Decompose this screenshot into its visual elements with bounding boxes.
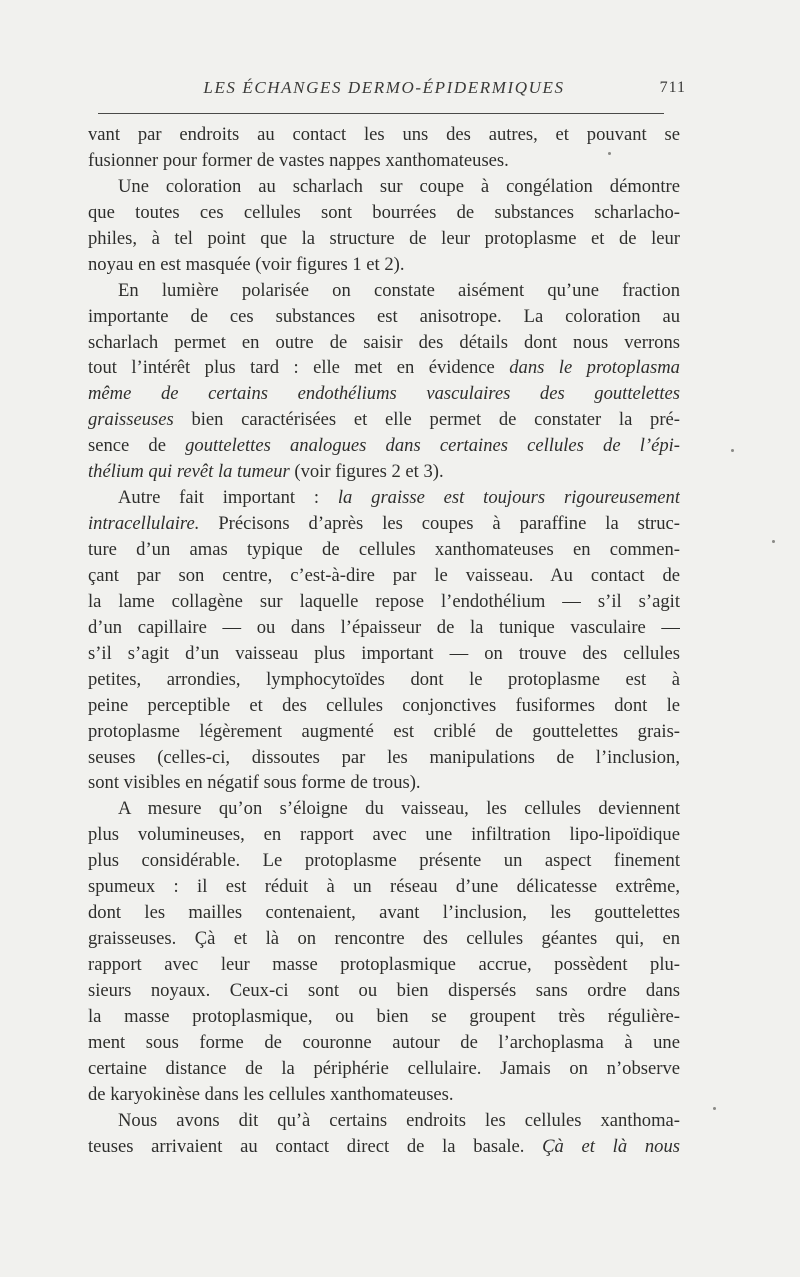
text-run: Nous avons dit qu’à certains endroits les cellules xanthoma- bbox=[118, 1109, 680, 1131]
text-line bbox=[88, 1108, 680, 1134]
text-line bbox=[88, 641, 680, 667]
text-run: noyau en est masquée (voir figures 1 et 2). bbox=[88, 253, 405, 275]
italic-text-run: thélium qui revêt la tumeur bbox=[88, 461, 290, 483]
italic-text-run: graisseuses bbox=[88, 409, 174, 431]
text-run: scharlach permet en outre de saisir des détails dont nous verrons bbox=[88, 331, 680, 353]
text-run: s’il s’agit d’un vaisseau plus important — on trouve des cellules bbox=[88, 642, 680, 664]
text-run: la masse protoplasmique, ou bien se groupent très régulière- bbox=[88, 1005, 680, 1027]
text-run: seuses (celles-ci, dissoutes par les manipulations de l’inclusion, bbox=[88, 746, 680, 768]
italic-text-run: gouttelettes analogues dans certaines cellules de l’épi- bbox=[185, 435, 680, 457]
text-line bbox=[88, 330, 680, 356]
text-run: rapport avec leur masse protoplasmique accrue, possèdent plu- bbox=[88, 954, 680, 975]
text-line bbox=[88, 1030, 680, 1056]
text-run: la lame collagène sur laquelle repose l’endothélium — s’il s’agit bbox=[88, 590, 680, 612]
text-run: tout l’intérêt plus tard : elle met en évidence bbox=[88, 357, 510, 379]
text-run: ture d’un amas typique de cellules xanthomateuses en commen- bbox=[88, 539, 680, 560]
page-number: 711 bbox=[659, 79, 686, 96]
italic-text-run: intracellulaire. bbox=[88, 513, 200, 535]
text-run: que toutes ces cellules sont bourrées de substances scharlacho- bbox=[88, 201, 680, 223]
text-line bbox=[88, 1082, 680, 1108]
running-title: LES ÉCHANGES DERMO-ÉPIDERMIQUES bbox=[203, 78, 565, 97]
text-run: En lumière polarisée on constate aisément qu’une fraction bbox=[118, 279, 680, 301]
text-run: de karyokinèse dans les cellules xanthomateuses. bbox=[88, 1083, 454, 1105]
text-line bbox=[88, 252, 680, 278]
text-run: sont visibles en négatif sous forme de trous). bbox=[88, 772, 421, 794]
text-line bbox=[88, 381, 680, 407]
text-line bbox=[88, 148, 680, 174]
text-line bbox=[88, 226, 680, 252]
text-run: vant par endroits au contact les uns des autres, et pouvant se bbox=[88, 124, 680, 145]
text-line bbox=[88, 200, 680, 226]
text-run: Autre fait important : bbox=[118, 487, 338, 509]
text-line bbox=[88, 1056, 680, 1082]
text-run: fusionner pour former de vastes nappes xanthomateuses. bbox=[88, 149, 509, 171]
text-line bbox=[88, 770, 680, 796]
text-line bbox=[88, 122, 680, 148]
text-run: çant par son centre, c’est-à-dire par le vaisseau. Au contact de bbox=[88, 564, 680, 586]
text-run: importante de ces substances est anisotrope. La coloration au bbox=[88, 305, 680, 327]
body-text bbox=[88, 122, 680, 1160]
text-line bbox=[88, 537, 680, 563]
text-run: peine perceptible et des cellules conjonctives fusiformes dont le bbox=[88, 694, 680, 716]
text-run: protoplasme légèrement augmenté est criblé de gouttelettes grais- bbox=[88, 720, 680, 742]
text-line bbox=[88, 667, 680, 693]
text-line bbox=[88, 745, 680, 771]
text-line bbox=[88, 589, 680, 615]
text-line bbox=[88, 174, 680, 200]
text-run: certaine distance de la périphérie cellulaire. Jamais on n’observe bbox=[88, 1057, 680, 1079]
text-line bbox=[88, 822, 680, 848]
text-run: teuses arrivaient au contact direct de la basale. bbox=[88, 1135, 543, 1157]
text-run: plus considérable. Le protoplasme présente un aspect finement bbox=[88, 850, 680, 872]
text-line bbox=[88, 563, 680, 589]
paper-speck bbox=[772, 540, 775, 543]
text-line bbox=[88, 355, 680, 381]
text-run: Précisons d’après les coupes à paraffine la struc- bbox=[199, 513, 680, 535]
text-run: bien caractérisées et elle permet de constater la pré- bbox=[173, 409, 680, 431]
text-run: graisseuses. Çà et là on rencontre des cellules géantes qui, en bbox=[88, 928, 680, 950]
text-line bbox=[88, 433, 680, 459]
text-line bbox=[88, 304, 680, 330]
text-line bbox=[88, 1134, 680, 1160]
text-run: philes, à tel point que la structure de leur protoplasme et de leur bbox=[88, 227, 680, 249]
text-run: d’un capillaire — ou dans l’épaisseur de la tunique vasculaire — bbox=[88, 616, 680, 638]
paper-speck bbox=[731, 449, 734, 452]
italic-text-run: Çà et là nous bbox=[542, 1135, 680, 1157]
text-run: A mesure qu’on s’éloigne du vaisseau, les cellules deviennent bbox=[118, 798, 680, 820]
text-line bbox=[88, 719, 680, 745]
text-line bbox=[88, 511, 680, 537]
italic-text-run: dans le protoplasma bbox=[509, 357, 680, 379]
paper-speck bbox=[608, 152, 611, 155]
text-line bbox=[88, 693, 680, 719]
running-head bbox=[88, 74, 686, 104]
text-line bbox=[88, 900, 680, 926]
text-run: dont les mailles contenaient, avant l’inclusion, les gouttelettes bbox=[88, 902, 680, 924]
text-run: (voir figures 2 et 3). bbox=[289, 461, 444, 483]
text-line bbox=[88, 615, 680, 641]
text-line bbox=[88, 407, 680, 433]
italic-text-run: la graisse est toujours rigoureusement bbox=[337, 487, 680, 509]
text-run: plus volumineuses, en rapport avec une infiltration lipo-lipoïdique bbox=[88, 824, 680, 846]
text-line bbox=[88, 848, 680, 874]
text-line bbox=[88, 952, 680, 978]
text-run: Une coloration au scharlach sur coupe à congélation démontre bbox=[118, 175, 680, 197]
text-run: sence de bbox=[88, 435, 186, 457]
text-line bbox=[88, 978, 680, 1004]
italic-text-run: même de certains endothéliums vasculaires des gouttelettes bbox=[88, 383, 680, 405]
text-run: spumeux : il est réduit à un réseau d’une délicatesse extrême, bbox=[88, 876, 680, 898]
text-run: sieurs noyaux. Ceux-ci sont ou bien dispersés sans ordre dans bbox=[88, 979, 680, 1001]
text-line bbox=[88, 926, 680, 952]
text-run: petites, arrondies, lymphocytoïdes dont le protoplasme est à bbox=[88, 668, 680, 690]
paper-speck bbox=[713, 1107, 716, 1110]
text-line bbox=[88, 459, 680, 485]
text-line bbox=[88, 796, 680, 822]
text-line bbox=[88, 278, 680, 304]
text-line bbox=[88, 874, 680, 900]
text-line bbox=[88, 485, 680, 511]
text-line bbox=[88, 1004, 680, 1030]
text-run: ment sous forme de couronne autour de l’archoplasma à une bbox=[88, 1031, 680, 1053]
header-rule bbox=[98, 113, 664, 114]
